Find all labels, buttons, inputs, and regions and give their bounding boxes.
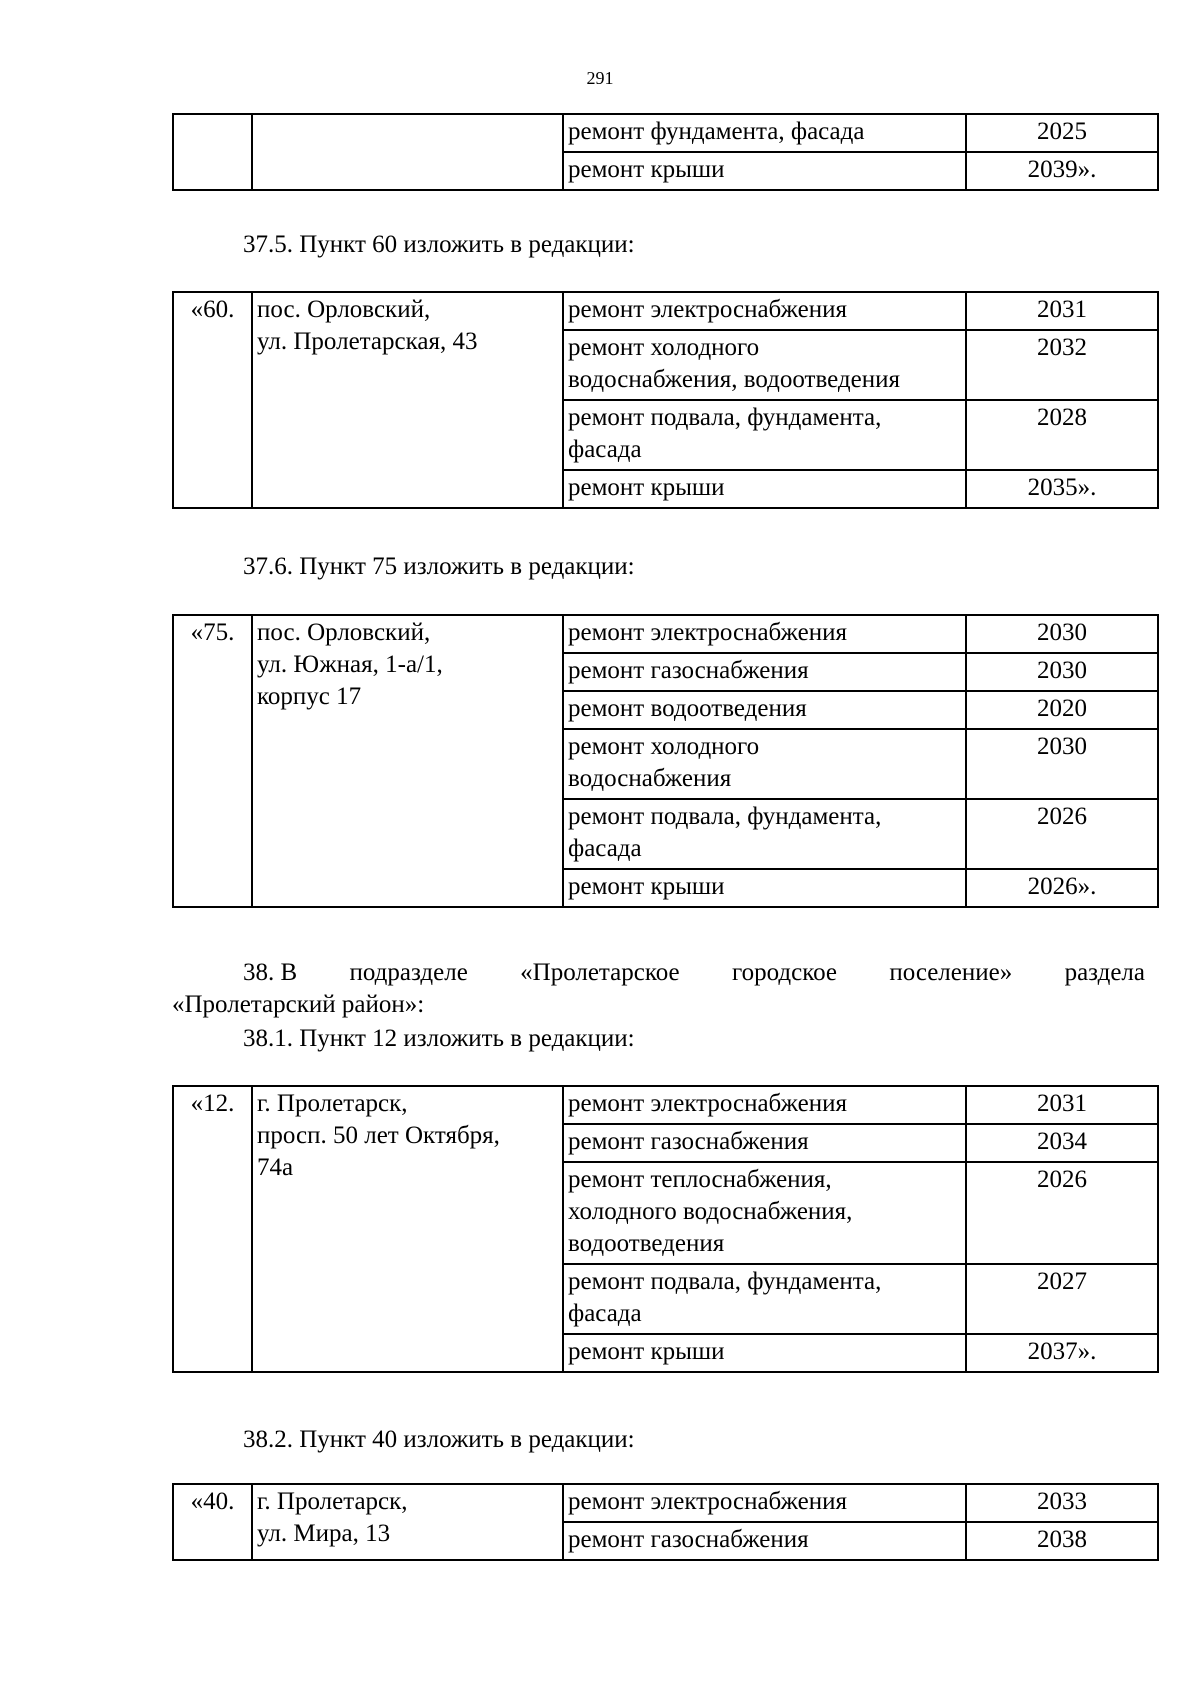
table-row xyxy=(173,114,1158,152)
address-line: г. Пролетарск, xyxy=(257,1090,408,1117)
work-cell: ремонт крыши xyxy=(563,1334,966,1372)
item-number: «40. xyxy=(173,1484,252,1560)
work-cell: ремонт крыши xyxy=(563,152,966,190)
table-continuation xyxy=(172,113,1145,191)
address-cell xyxy=(252,615,563,907)
paragraph-37-5: 37.5. Пункт 60 изложить в редакции: xyxy=(243,231,635,258)
year-cell: 2031 xyxy=(966,292,1158,330)
year-cell: 2030 xyxy=(966,653,1158,691)
table-row xyxy=(173,1086,1158,1124)
table-row xyxy=(173,292,1158,330)
work-cell: ремонт холодного водоснабжения, водоотведения xyxy=(563,330,966,400)
work-cell: ремонт газоснабжения xyxy=(563,1124,966,1162)
work-cell: ремонт электроснабжения xyxy=(563,615,966,653)
work-cell: ремонт крыши xyxy=(563,470,966,508)
item-number: «12. xyxy=(173,1086,252,1372)
address-cell xyxy=(252,292,563,508)
work-cell: ремонт электроснабжения xyxy=(563,1086,966,1124)
year-cell: 2026 xyxy=(966,799,1158,869)
address-line: корпус 17 xyxy=(257,683,362,710)
work-cell: ремонт подвала, фундамента, фасада xyxy=(563,799,966,869)
year-cell: 2020 xyxy=(966,691,1158,729)
address-line: г. Пролетарск, xyxy=(257,1488,408,1515)
work-cell: ремонт фундамента, фасада xyxy=(563,114,966,152)
table-row xyxy=(173,1484,1158,1522)
address-cell xyxy=(252,1484,563,1560)
work-cell: ремонт подвала, фундамента, фасада xyxy=(563,400,966,470)
table-item-75 xyxy=(172,614,1145,908)
paragraph-38-1: 38.1. Пункт 12 изложить в редакции: xyxy=(243,1025,635,1052)
year-cell: 2027 xyxy=(966,1264,1158,1334)
item-number: «75. xyxy=(173,615,252,907)
year-cell: 2026 xyxy=(966,1162,1158,1264)
num-cell xyxy=(173,114,252,190)
year-cell: 2028 xyxy=(966,400,1158,470)
year-cell: 2030 xyxy=(966,615,1158,653)
year-cell: 2025 xyxy=(966,114,1158,152)
work-cell: ремонт электроснабжения xyxy=(563,292,966,330)
address-line: ул. Южная, 1-а/1, xyxy=(257,651,443,678)
work-cell: ремонт водоотведения xyxy=(563,691,966,729)
work-cell: ремонт теплоснабжения, холодного водоснабжения, водоотведения xyxy=(563,1162,966,1264)
address-line: ул. Пролетарская, 43 xyxy=(257,328,478,355)
paragraph-37-6: 37.6. Пункт 75 изложить в редакции: xyxy=(243,553,635,580)
paragraph-38-line-2: «Пролетарский район»: xyxy=(172,991,425,1018)
paragraph-38-2: 38.2. Пункт 40 изложить в редакции: xyxy=(243,1426,635,1453)
table-row xyxy=(173,615,1158,653)
address-line: пос. Орловский, xyxy=(257,619,431,646)
year-cell: 2039». xyxy=(966,152,1158,190)
year-cell: 2034 xyxy=(966,1124,1158,1162)
year-cell: 2038 xyxy=(966,1522,1158,1560)
table-item-60 xyxy=(172,291,1145,509)
work-cell: ремонт газоснабжения xyxy=(563,653,966,691)
address-line: пос. Орловский, xyxy=(257,296,431,323)
work-cell: ремонт подвала, фундамента, фасада xyxy=(563,1264,966,1334)
work-cell: ремонт газоснабжения xyxy=(563,1522,966,1560)
work-cell: ремонт крыши xyxy=(563,869,966,907)
year-cell: 2032 xyxy=(966,330,1158,400)
address-cell xyxy=(252,114,563,190)
year-cell: 2033 xyxy=(966,1484,1158,1522)
address-line: 74а xyxy=(257,1154,294,1181)
item-number: «60. xyxy=(173,292,252,508)
paragraph-38 xyxy=(172,957,1145,1021)
year-cell: 2037». xyxy=(966,1334,1158,1372)
table-item-12 xyxy=(172,1085,1145,1373)
table-item-40 xyxy=(172,1483,1145,1561)
year-cell: 2035». xyxy=(966,470,1158,508)
year-cell: 2030 xyxy=(966,729,1158,799)
year-cell: 2026». xyxy=(966,869,1158,907)
page-number: 291 xyxy=(586,68,614,88)
address-line: просп. 50 лет Октября, xyxy=(257,1122,500,1149)
work-cell: ремонт электроснабжения xyxy=(563,1484,966,1522)
paragraph-38-line-1: 38. В подразделе «Пролетарское городское поселение» раздела xyxy=(243,959,1145,986)
year-cell: 2031 xyxy=(966,1086,1158,1124)
address-line: ул. Мира, 13 xyxy=(257,1520,391,1547)
work-cell: ремонт холодного водоснабжения xyxy=(563,729,966,799)
address-cell xyxy=(252,1086,563,1372)
